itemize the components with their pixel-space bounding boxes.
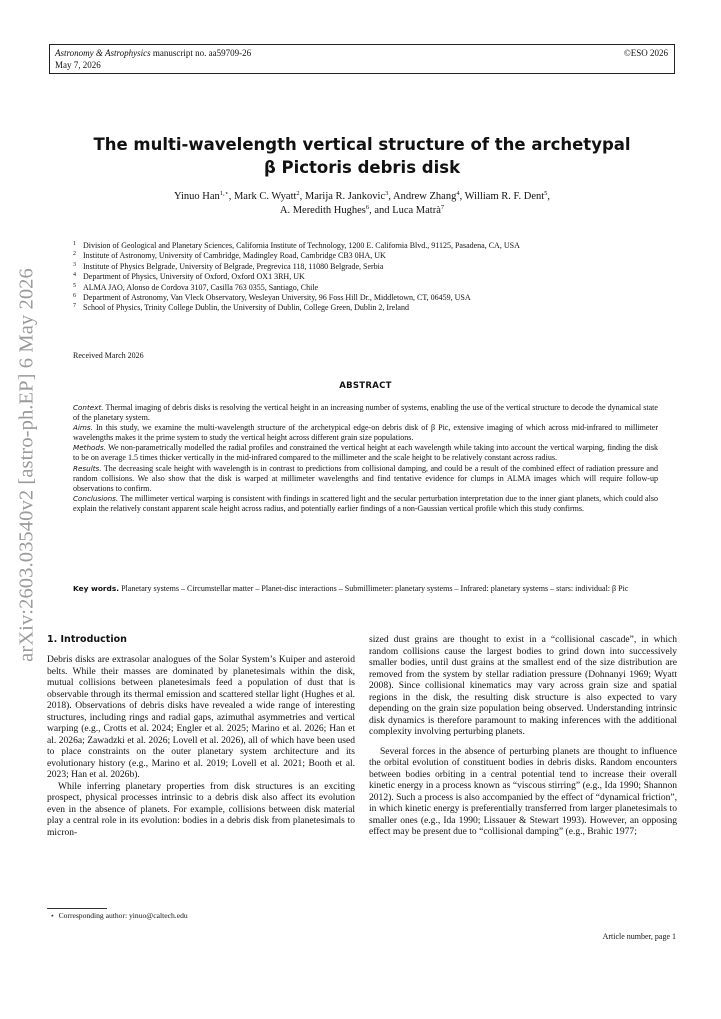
footnote [50, 911, 188, 920]
affiliation [73, 293, 658, 303]
keywords [73, 584, 658, 594]
paragraph: sized dust grains are thought to exist in a “collisional cascade”, in which random collisions cause the largest bodies to grind down into successively smaller bodies, until dust grains at the smallest end of the size distribution are removed from the system by stellar radiation pressure (Dohnanyi 1969; Wyatt 2008). Since collisional kinematics may vary across grain size and spatial regions in the disk, the resulting disk structure is also expected to vary depending on the grain size population being observed. Understanding intrinsic disk dynamics is therefore paramount to making inferences with the additional complexity involving perturbing planets. [369, 634, 677, 737]
context-text: Thermal imaging of debris disks is resolving the vertical height in an increasing number of systems, enabling the use of the vertical structure to decode the dynamical state of the planetary system. [73, 403, 658, 423]
footnote-text: Corresponding author: yinuo@caltech.edu [58, 911, 188, 920]
right-column [369, 634, 677, 838]
affiliation-text: ALMA JAO, Alonso de Cordova 3107, Casilla 763 0355, Santiago, Chile [83, 282, 319, 292]
copyright: ©ESO 2026 [623, 48, 668, 58]
author-sep: , [459, 191, 465, 202]
keywords-text: Planetary systems – Circumstellar matter – Planet-disc interactions – Submillimeter: planetary systems – Infrared: planetary systems – stars: individual: β Pic [121, 584, 629, 593]
affiliation-text: Institute of Physics Belgrade, University of Belgrade, Pregrevica 118, 11080 Belgrade, Serbia [83, 261, 384, 271]
affiliation-text: Institute of Astronomy, University of Cambridge, Madingley Road, Cambridge CB3 0HA, UK [83, 251, 386, 261]
author-list [60, 190, 664, 218]
affiliation [73, 272, 658, 282]
page-footer: Article number, page 1 [602, 932, 676, 941]
paragraph: Debris disks are extrasolar analogues of the Solar System’s Kuiper and asteroid belts. While their masses are dominated by planetesimals within the disk, mutual collisions between planetesimals feed a population of dust that is observable through its thermal emission and scattered stellar light (Hughes et al. 2018). Observations of debris disks have revealed a wide range of interesting structures, including rings and radial gaps, azimuthal asymmetries and vertical warping (e.g., Crotts et al. 2024; Engler et al. 2025; Marino et al. 2026; Han et al. 2026a; Zawadzki et al. 2026; Lovell et al. 2026), all of which have been used to place constraints on the outer planetary system architecture and its evolutionary history (e.g., Marino et al. 2019; Lovell et al. 2021; Booth et al. 2023; Han et al. 2026b). [47, 654, 355, 780]
affiliation [73, 303, 658, 313]
author: William R. F. Dent [464, 191, 545, 202]
paper-title [60, 133, 664, 179]
abstract-aims [73, 423, 658, 443]
aims-text: In this study, we examine the multi-wavelength structure of the archetypical edge-on debris disk of β Pic, extensive imaging of which across mid-infrared to millimeter wavelengths makes it the prime system to study the vertical height across different grain size populations. [73, 423, 658, 443]
author: Mark C. Wyatt [233, 191, 297, 202]
section-heading-introduction: 1. Introduction [47, 634, 127, 645]
title-line-2: β Pictoris debris disk [263, 158, 461, 177]
received-date: Received March 2026 [73, 351, 144, 360]
author: Marija R. Jankovic [304, 191, 386, 202]
journal-name: Astronomy & Astrophysics [55, 48, 151, 58]
running-header [49, 44, 675, 74]
methods-text: We non-parametrically modelled the radial profiles and constrained the vertical height at each wavelength while taking into account the vertical warping, finding the disk to be on average 1.5 times thicker vertically in the mid-infrared compared to the millimeter and the scale height to be relatively constant across radius. [73, 443, 658, 463]
author-affil: 1,⋆ [219, 190, 229, 197]
author: Luca Matrà [392, 205, 441, 216]
results-label: Results. [73, 463, 102, 473]
affiliation-number: 4 [73, 272, 76, 279]
affiliation [73, 283, 658, 293]
results-text: The decreasing scale height with wavelength is in contrast to predictions from collisional damping, and could be a result of the combined effect of radiation pressure and random collisions. We also show that the disk is warped at millimeter wavelengths and find tentative evidence for clumps in ALMA images which will require follow-up observations to confirm. [73, 463, 658, 493]
affiliation [73, 251, 658, 261]
footnote-mark: ⋆ [50, 911, 55, 920]
author-affil: 4 [456, 190, 460, 197]
affiliation-number: 2 [73, 251, 76, 258]
author-sep: , [547, 191, 551, 202]
manuscript-number: manuscript no. aa59709-26 [152, 48, 252, 58]
author-affil: 2 [296, 190, 300, 197]
title-line-1: The multi-wavelength vertical structure of the archetypal [93, 135, 631, 154]
left-column [47, 654, 355, 838]
abstract-results [73, 464, 658, 494]
manuscript-line [55, 47, 669, 59]
abstract-methods [73, 443, 658, 463]
author-affil: 5 [544, 190, 548, 197]
affiliation-text: Division of Geological and Planetary Sciences, California Institute of Technology, 1200 E. California Blvd., 91125, Pasadena, CA, USA [83, 241, 520, 250]
paragraph: Several forces in the absence of perturbing planets are thought to influence the orbital evolution of constituent bodies in debris disks. Random encounters between bodies orbiting in a central potential tend to increase their overall kinetic energy in a process known as “viscous stirring” (e.g., Ida 1990; Shannon 2012). Such a process is also accompanied by the effect of “dynamical friction”, in which kinetic energy is preferentially transferred from larger planetesimals to smaller ones (e.g., Ida 1990; Lissauer & Stewart 1993). However, an opposing effect may be present due to “collisional damping” (e.g., Brahic 1977; [369, 745, 677, 837]
footnote-rule [47, 908, 107, 909]
author-sep: , and [369, 205, 393, 216]
affiliation-number: 1 [73, 241, 76, 247]
abstract-heading: ABSTRACT [339, 381, 392, 391]
affiliation-number: 3 [73, 261, 76, 268]
affiliation-number: 7 [73, 303, 76, 310]
affiliation-text: Department of Physics, University of Oxford, Oxford OX1 3RH, UK [83, 272, 305, 282]
conclusions-label: Conclusions. [73, 493, 119, 503]
affiliation-list [73, 241, 658, 314]
abstract-conclusions [73, 494, 658, 514]
header-date: May 7, 2026 [55, 60, 101, 70]
conclusions-text: The millimeter vertical warping is consistent with findings in scattered light and the secular perturbation interpretation due to the inner giant planets, which could also explain the relatively constant apparent scale height across radius, and potentially earlier findings of a non-Gaussian vertical profile which this study confirms. [73, 493, 658, 513]
affiliation-text: School of Physics, Trinity College Dublin, the University of Dublin, College Green, Dublin 2, Ireland [83, 303, 409, 313]
author: Yinuo Han [173, 191, 220, 202]
abstract-context [73, 403, 658, 423]
arxiv-stamp-text: arXiv:2603.03540v2 [astro-ph.EP] 6 May 2026 [15, 268, 38, 662]
author-sep: , [388, 191, 394, 202]
methods-label: Methods. [73, 443, 106, 453]
keywords-label: Key words. [73, 584, 120, 593]
author-sep: , [299, 191, 305, 202]
author-affil: 7 [440, 204, 445, 211]
author-affil: 3 [385, 190, 389, 197]
author-sep: , [228, 191, 234, 202]
context-label: Context. [73, 403, 104, 412]
affiliation-text: Department of Astronomy, Van Vleck Observatory, Wesleyan University, 96 Foss Hill Dr., Middletown, CT, 06459, USA [83, 293, 471, 303]
aims-label: Aims. [73, 423, 93, 433]
affiliation [73, 241, 658, 251]
affiliation-number: 6 [73, 293, 76, 300]
arxiv-stamp [2, 270, 52, 660]
affiliation-number: 5 [73, 282, 76, 289]
author: A. Meredith Hughes [279, 205, 366, 216]
author: Andrew Zhang [393, 191, 457, 202]
affiliation [73, 262, 658, 272]
abstract [73, 403, 658, 514]
paragraph: While inferring planetary properties from disk structures is an exciting prospect, physical processes intrinsic to a debris disk also affect its evolution even in the absence of planets. For example, collisions between disk material play a central role in its evolution: bodies in a debris disk from planetesimals to micron- [47, 780, 355, 838]
author-affil: 6 [365, 204, 370, 211]
